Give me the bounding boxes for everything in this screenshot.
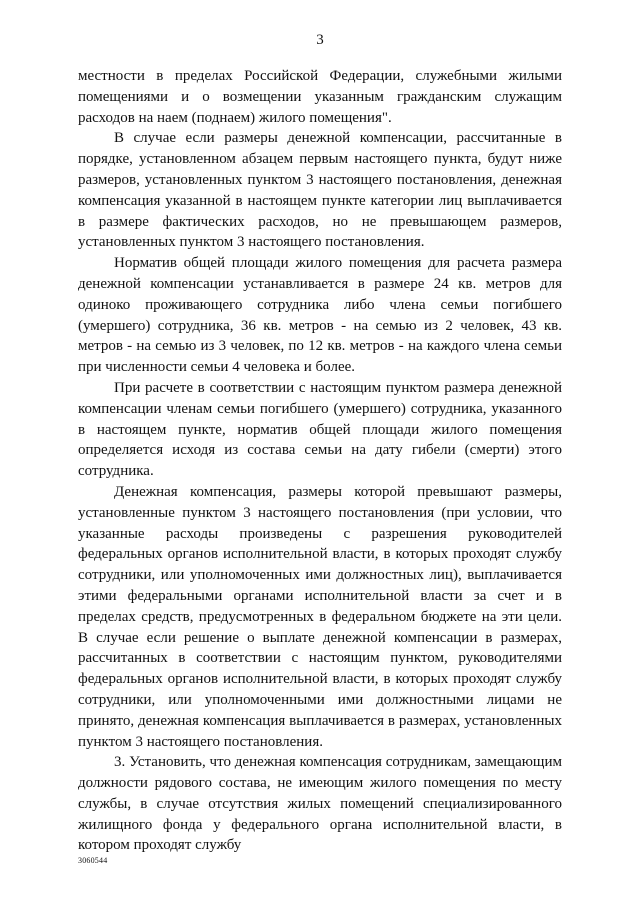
paragraph-excess-compensation: Денежная компенсация, размеры которой превышают размеры, установленные пунктом 3 настоящего постановления (при условии, что указанные расходы произведены с разрешения руководителей федеральных органов исполнительной власти, в которых проходят службу сотрудники, или уполномоченных ими должностных лиц), выплачивается этими федеральными органами исполнительной власти за счет и в пределах средств, предусмотренных в федеральном бюджете на эти цели. В случае если решение о выплате денежной компенсации в размерах, рассчитанных в соответствии с настоящим пунктом, руководителями федеральных органов исполнительной власти, в которых проходят службу сотрудники, или уполномоченными ими должностными лицами не принято, денежная компенсация выплачивается в размерах, установленных пунктом 3 настоящего постановления. bbox=[78, 483, 562, 750]
paragraph-family-calculation: При расчете в соответствии с настоящим пунктом размера денежной компенсации членам семьи погибшего (умершего) сотрудника, указанного в настоящем пункте, норматив общей площади жилого помещения определяется исходя из состава семьи на дату гибели (смерти) этого сотрудника. bbox=[78, 379, 562, 480]
document-body bbox=[78, 66, 562, 856]
paragraph-compensation-below-limit: В случае если размеры денежной компенсации, рассчитанные в порядке, установленном абзацем первым настоящего пункта, будут ниже размеров, установленных пунктом 3 настоящего постановления, денежная компенсация указанной в настоящем пункте категории лиц выплачивается в размере фактических расходов, но не превышающем размеров, установленных пунктом 3 настоящего постановления. bbox=[78, 130, 562, 251]
paragraph-item-3: 3. Установить, что денежная компенсация сотрудникам, замещающим должности рядового состава, не имеющим жилого помещения по месту службы, в случае отсутствия жилых помещений специализированного жилищного фонда у федерального органа исполнительной власти, в котором проходят службу bbox=[78, 754, 562, 854]
page-number: 3 bbox=[316, 32, 324, 48]
paragraph-continuation: местности в пределах Российской Федерации, служебными жилыми помещениями и о возмещении указанным гражданским служащим расходов на наем (поднаем) жилого помещения". bbox=[78, 68, 562, 126]
document-code: 3060544 bbox=[78, 856, 108, 865]
paragraph-area-norm: Норматив общей площади жилого помещения для расчета размера денежной компенсации устанавливается в размере 24 кв. метров для одиноко проживающего сотрудника либо члена семьи погибшего (умершего) сотрудника, 36 кв. метров - на семью из 2 человек, 43 кв. метров - на семью из 3 человек, по 12 кв. метров - на каждого члена семьи при численности семьи 4 человека и более. bbox=[78, 255, 562, 376]
